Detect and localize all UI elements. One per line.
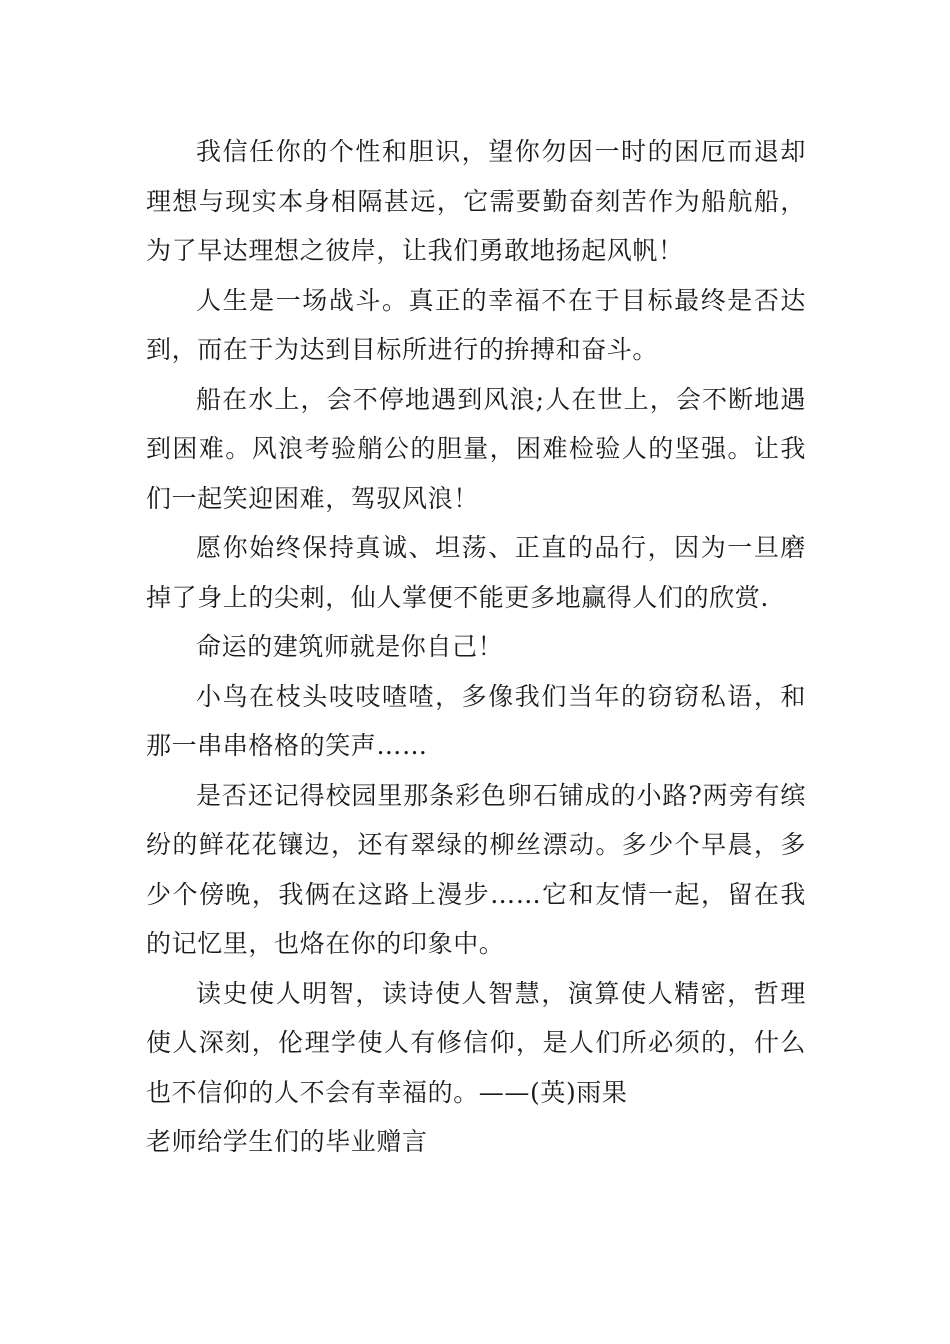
- paragraph: 命运的建筑师就是你自己！: [196, 632, 504, 661]
- document-body: [146, 127, 806, 1167]
- paragraph: 小鸟在枝头吱吱喳喳，多像我们当年的窃窃私语，和那一串串格格的笑声……: [146, 681, 806, 760]
- paragraph: 愿你始终保持真诚、坦荡、正直的品行，因为一旦磨掉了身上的尖刺，仙人掌便不能更多地赢得人们的欣赏.: [146, 533, 806, 612]
- paragraph: 船在水上，会不停地遇到风浪;人在世上，会不断地遇到困难。风浪考验艄公的胆量，困难检验人的坚强。让我们一起笑迎困难，驾驭风浪！: [146, 384, 806, 513]
- paragraph: 是否还记得校园里那条彩色卵石铺成的小路?两旁有缤纷的鲜花花镶边，还有翠绿的柳丝漂动。多少个早晨，多少个傍晚，我俩在这路上漫步……它和友情一起，留在我的记忆里，也烙在你的印象中。: [146, 780, 806, 958]
- section-heading: 老师给学生们的毕业赠言: [146, 1127, 428, 1156]
- paragraph: 人生是一场战斗。真正的幸福不在于目标最终是否达到，而在于为达到目标所进行的拚搏和奋斗。: [146, 285, 806, 364]
- paragraph: 我信任你的个性和胆识，望你勿因一时的困厄而退却理想与现实本身相隔甚远，它需要勤奋刻苦作为船航船，为了早达理想之彼岸，让我们勇敢地扬起风帆！: [146, 137, 806, 265]
- paragraph: 读史使人明智，读诗使人智慧，演算使人精密，哲理使人深刻，伦理学使人有修信仰，是人们所必须的，什么也不信仰的人不会有幸福的。——(英)雨果: [146, 978, 806, 1107]
